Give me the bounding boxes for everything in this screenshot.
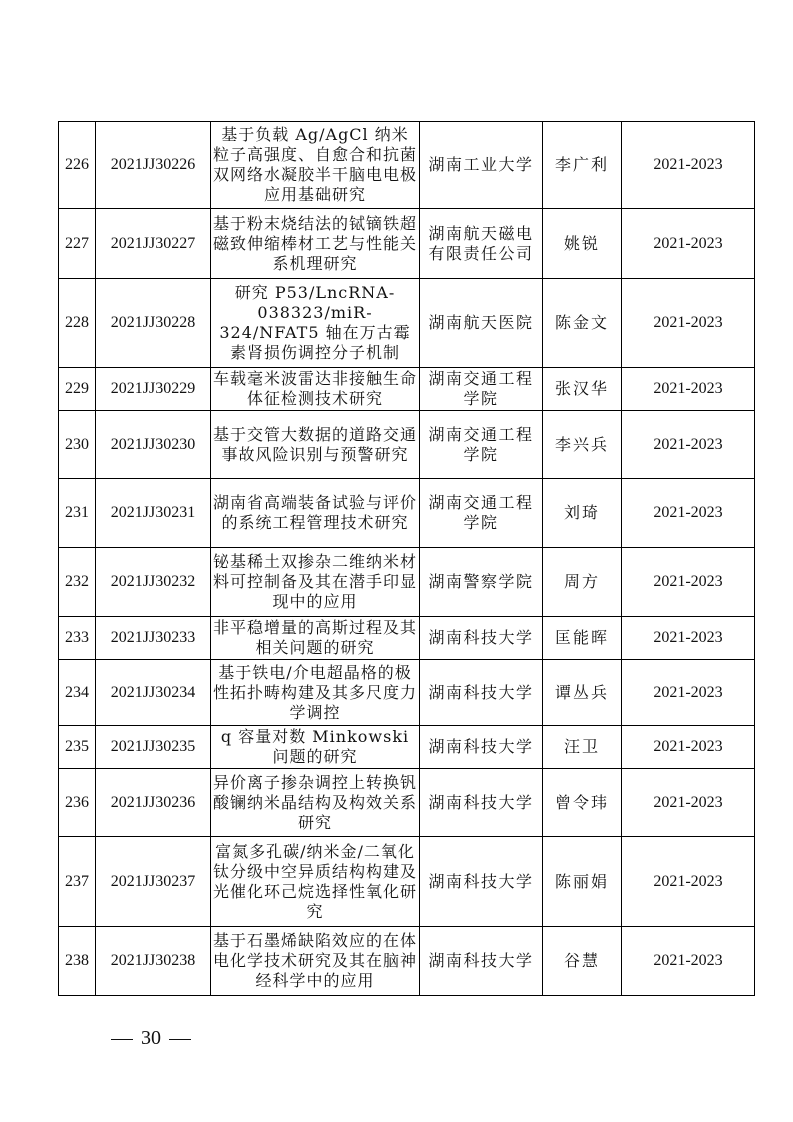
institution-cell: 湖南交通工程学院 — [420, 368, 543, 411]
institution-cell: 湖南科技大学 — [420, 837, 543, 927]
principal-investigator-cell: 匡能晖 — [543, 617, 622, 660]
institution-cell: 湖南交通工程学院 — [420, 411, 543, 479]
project-title-cell: 湖南省高端装备试验与评价的系统工程管理技术研究 — [211, 479, 420, 548]
project-title-cell: 基于负载 Ag/AgCl 纳米粒子高强度、自愈合和抗菌双网络水凝胶半干脑电电极应用基础研究 — [211, 122, 420, 209]
principal-investigator-cell: 刘琦 — [543, 479, 622, 548]
table-row — [59, 479, 755, 548]
institution-cell: 湖南航天医院 — [420, 279, 543, 368]
period-cell: 2021-2023 — [622, 122, 755, 209]
row-number-cell: 233 — [59, 617, 96, 660]
table-row — [59, 411, 755, 479]
project-title-cell: 基于铁电/介电超晶格的极性拓扑畴构建及其多尺度力学调控 — [211, 660, 420, 726]
principal-investigator-cell: 谭丛兵 — [543, 660, 622, 726]
project-title-cell: 铋基稀土双掺杂二维纳米材料可控制备及其在潜手印显现中的应用 — [211, 548, 420, 617]
project-title-cell: 研究 P53/LncRNA-038323/miR-324/NFAT5 轴在万古霉素肾损伤调控分子机制 — [211, 279, 420, 368]
project-code-cell: 2021JJ30230 — [96, 411, 211, 479]
principal-investigator-cell: 陈丽娟 — [543, 837, 622, 927]
period-cell: 2021-2023 — [622, 548, 755, 617]
table-row — [59, 837, 755, 927]
row-number-cell: 238 — [59, 927, 96, 996]
principal-investigator-cell: 曾令玮 — [543, 769, 622, 837]
project-code-cell: 2021JJ30235 — [96, 726, 211, 769]
footer-dash-left — [111, 1039, 133, 1040]
period-cell: 2021-2023 — [622, 837, 755, 927]
principal-investigator-cell: 姚锐 — [543, 209, 622, 279]
principal-investigator-cell: 谷慧 — [543, 927, 622, 996]
period-cell: 2021-2023 — [622, 411, 755, 479]
row-number-cell: 229 — [59, 368, 96, 411]
row-number-cell: 237 — [59, 837, 96, 927]
table-row — [59, 368, 755, 411]
table-row — [59, 927, 755, 996]
principal-investigator-cell: 李兴兵 — [543, 411, 622, 479]
project-title-cell: 基于交管大数据的道路交通事故风险识别与预警研究 — [211, 411, 420, 479]
row-number-cell: 228 — [59, 279, 96, 368]
period-cell: 2021-2023 — [622, 769, 755, 837]
institution-cell: 湖南警察学院 — [420, 548, 543, 617]
period-cell: 2021-2023 — [622, 726, 755, 769]
row-number-cell: 232 — [59, 548, 96, 617]
project-title-cell: 基于粉末烧结法的铽镝铁超磁致伸缩棒材工艺与性能关系机理研究 — [211, 209, 420, 279]
row-number-cell: 230 — [59, 411, 96, 479]
period-cell: 2021-2023 — [622, 927, 755, 996]
project-title-cell: 富氮多孔碳/纳米金/二氧化钛分级中空异质结构构建及光催化环己烷选择性氧化研究 — [211, 837, 420, 927]
project-code-cell: 2021JJ30233 — [96, 617, 211, 660]
project-table — [58, 121, 755, 996]
row-number-cell: 227 — [59, 209, 96, 279]
table-row — [59, 122, 755, 209]
project-title-cell: q 容量对数 Minkowski 问题的研究 — [211, 726, 420, 769]
table-row — [59, 279, 755, 368]
period-cell: 2021-2023 — [622, 479, 755, 548]
period-cell: 2021-2023 — [622, 368, 755, 411]
row-number-cell: 236 — [59, 769, 96, 837]
project-code-cell: 2021JJ30228 — [96, 279, 211, 368]
table-row — [59, 769, 755, 837]
period-cell: 2021-2023 — [622, 279, 755, 368]
project-code-cell: 2021JJ30237 — [96, 837, 211, 927]
period-cell: 2021-2023 — [622, 209, 755, 279]
project-code-cell: 2021JJ30232 — [96, 548, 211, 617]
page-number: 30 — [141, 1027, 161, 1049]
institution-cell: 湖南科技大学 — [420, 769, 543, 837]
project-code-cell: 2021JJ30227 — [96, 209, 211, 279]
institution-cell: 湖南航天磁电有限责任公司 — [420, 209, 543, 279]
period-cell: 2021-2023 — [622, 617, 755, 660]
table-row — [59, 617, 755, 660]
project-code-cell: 2021JJ30238 — [96, 927, 211, 996]
row-number-cell: 226 — [59, 122, 96, 209]
project-table-body — [59, 122, 755, 996]
table-row — [59, 726, 755, 769]
project-code-cell: 2021JJ30234 — [96, 660, 211, 726]
institution-cell: 湖南科技大学 — [420, 726, 543, 769]
row-number-cell: 234 — [59, 660, 96, 726]
project-code-cell: 2021JJ30226 — [96, 122, 211, 209]
project-code-cell: 2021JJ30236 — [96, 769, 211, 837]
table-row — [59, 660, 755, 726]
institution-cell: 湖南科技大学 — [420, 660, 543, 726]
project-title-cell: 非平稳增量的高斯过程及其相关问题的研究 — [211, 617, 420, 660]
principal-investigator-cell: 汪卫 — [543, 726, 622, 769]
principal-investigator-cell: 李广利 — [543, 122, 622, 209]
project-code-cell: 2021JJ30231 — [96, 479, 211, 548]
period-cell: 2021-2023 — [622, 660, 755, 726]
project-title-cell: 车载毫米波雷达非接触生命体征检测技术研究 — [211, 368, 420, 411]
institution-cell: 湖南科技大学 — [420, 617, 543, 660]
institution-cell: 湖南科技大学 — [420, 927, 543, 996]
row-number-cell: 235 — [59, 726, 96, 769]
footer-dash-right — [169, 1039, 191, 1040]
principal-investigator-cell: 周方 — [543, 548, 622, 617]
institution-cell: 湖南交通工程学院 — [420, 479, 543, 548]
project-title-cell: 基于石墨烯缺陷效应的在体电化学技术研究及其在脑神经科学中的应用 — [211, 927, 420, 996]
project-title-cell: 异价离子掺杂调控上转换钒酸镧纳米晶结构及构效关系研究 — [211, 769, 420, 837]
principal-investigator-cell: 陈金文 — [543, 279, 622, 368]
page-footer — [103, 1027, 199, 1050]
institution-cell: 湖南工业大学 — [420, 122, 543, 209]
table-row — [59, 209, 755, 279]
principal-investigator-cell: 张汉华 — [543, 368, 622, 411]
table-row — [59, 548, 755, 617]
project-code-cell: 2021JJ30229 — [96, 368, 211, 411]
row-number-cell: 231 — [59, 479, 96, 548]
